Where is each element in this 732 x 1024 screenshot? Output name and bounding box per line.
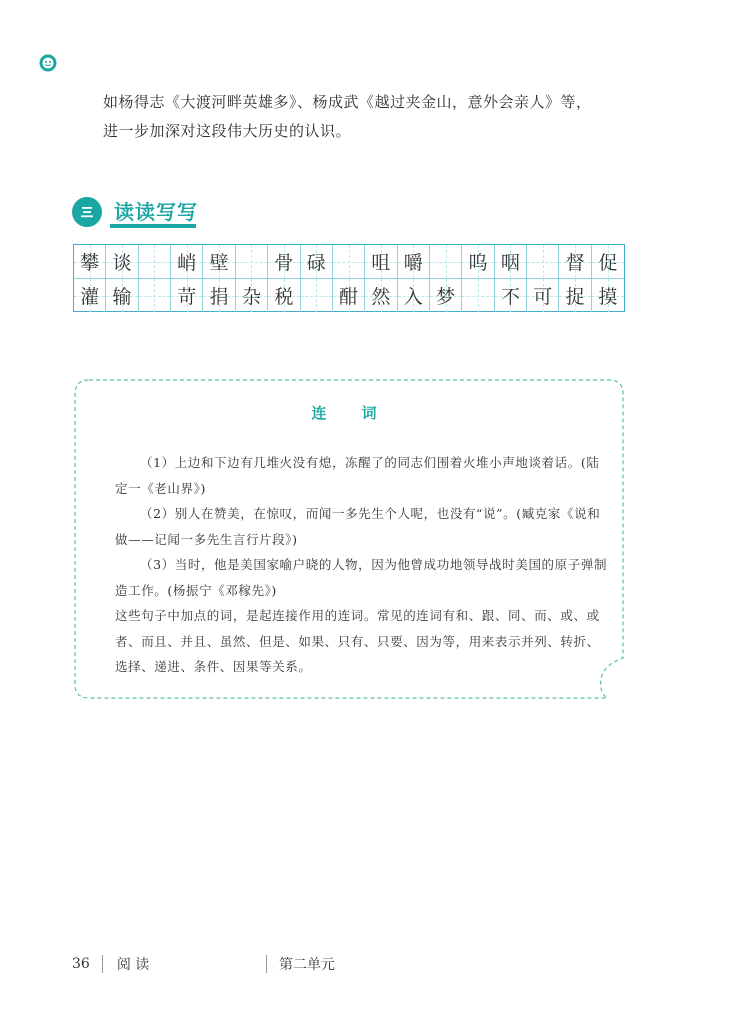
grid-cell: 摸 (592, 279, 624, 312)
grid-cell: 梦 (430, 279, 462, 312)
grid-cell: 骨 (268, 245, 300, 278)
grid-cell (139, 245, 171, 278)
intro-line-1: 如杨得志《大渡河畔英雄多》、杨成武《越过夹金山，意外会亲人》等， (103, 93, 592, 111)
grid-cell: 攀 (74, 245, 106, 278)
grid-cell (236, 245, 268, 278)
page-footer (72, 954, 149, 974)
grid-cell (527, 245, 559, 278)
grid-cell: 谈 (106, 245, 138, 278)
grid-cell: 酣 (333, 279, 365, 312)
word-grid (73, 244, 625, 312)
grid-cell: 苛 (171, 279, 203, 312)
grid-cell: 入 (398, 279, 430, 312)
footer-unit (266, 954, 335, 974)
grid-cell: 税 (268, 279, 300, 312)
page-number: 36 (72, 956, 90, 972)
grid-cell: 咽 (495, 245, 527, 278)
word-grid-row (74, 245, 624, 279)
grid-cell: 咀 (365, 245, 397, 278)
footer-divider (102, 955, 103, 973)
grid-cell (430, 245, 462, 278)
grid-cell: 杂 (236, 279, 268, 312)
footer-label: 阅 读 (116, 957, 150, 973)
grid-cell (139, 279, 171, 312)
note-body (115, 450, 612, 680)
grid-cell: 嚼 (398, 245, 430, 278)
intro-text (103, 88, 643, 146)
grid-cell: 可 (527, 279, 559, 312)
grid-cell (462, 279, 494, 312)
grid-cell: 然 (365, 279, 397, 312)
note-example-2: （2）别人在赞美，在惊叹，而闻一多先生个人呢，也没有“说”。(臧克家《说和做——记闻一多先生言行片段》) (115, 506, 601, 547)
conjunction-note-box (73, 378, 625, 700)
grid-cell (333, 245, 365, 278)
word-grid-row (74, 279, 624, 312)
grid-cell: 促 (592, 245, 624, 278)
note-example-3: （3）当时，他是美国家喻户晓的人物，因为他曾成功地领导战时美国的原子弹制造工作。(杨振宁《邓稼先》) (115, 557, 608, 598)
note-title: 连 词 (311, 404, 387, 422)
grid-cell: 不 (495, 279, 527, 312)
note-example-1: （1）上边和下边有几堆火没有熄，冻醒了的同志们围着火堆小声地谈着话。(陆定一《老山界》) (115, 455, 600, 496)
section-title: 读读写写 (114, 199, 198, 224)
grid-cell: 壁 (203, 245, 235, 278)
grid-cell: 灌 (74, 279, 106, 312)
section-underline (110, 224, 196, 228)
footer-divider (266, 955, 267, 973)
grid-cell: 捐 (203, 279, 235, 312)
grid-cell (301, 279, 333, 312)
grid-cell: 碌 (301, 245, 333, 278)
grid-cell: 呜 (462, 245, 494, 278)
grid-cell: 峭 (171, 245, 203, 278)
section-three-icon (72, 197, 102, 227)
smiley-icon (38, 53, 58, 73)
intro-line-2: 进一步加深对这段伟大历史的认识。 (103, 122, 352, 140)
note-explanation: 这些句子中加点的词，是起连接作用的连词。常见的连词有和、跟、同、而、或、或者、而且、并且、虽然、但是、如果、只有、只要、因为等，用来表示并列、转折、选择、递进、条件、因果等关系。 (115, 608, 600, 674)
grid-cell: 捉 (559, 279, 591, 312)
unit-label: 第二单元 (279, 957, 335, 973)
grid-cell: 输 (106, 279, 138, 312)
grid-cell: 督 (559, 245, 591, 278)
